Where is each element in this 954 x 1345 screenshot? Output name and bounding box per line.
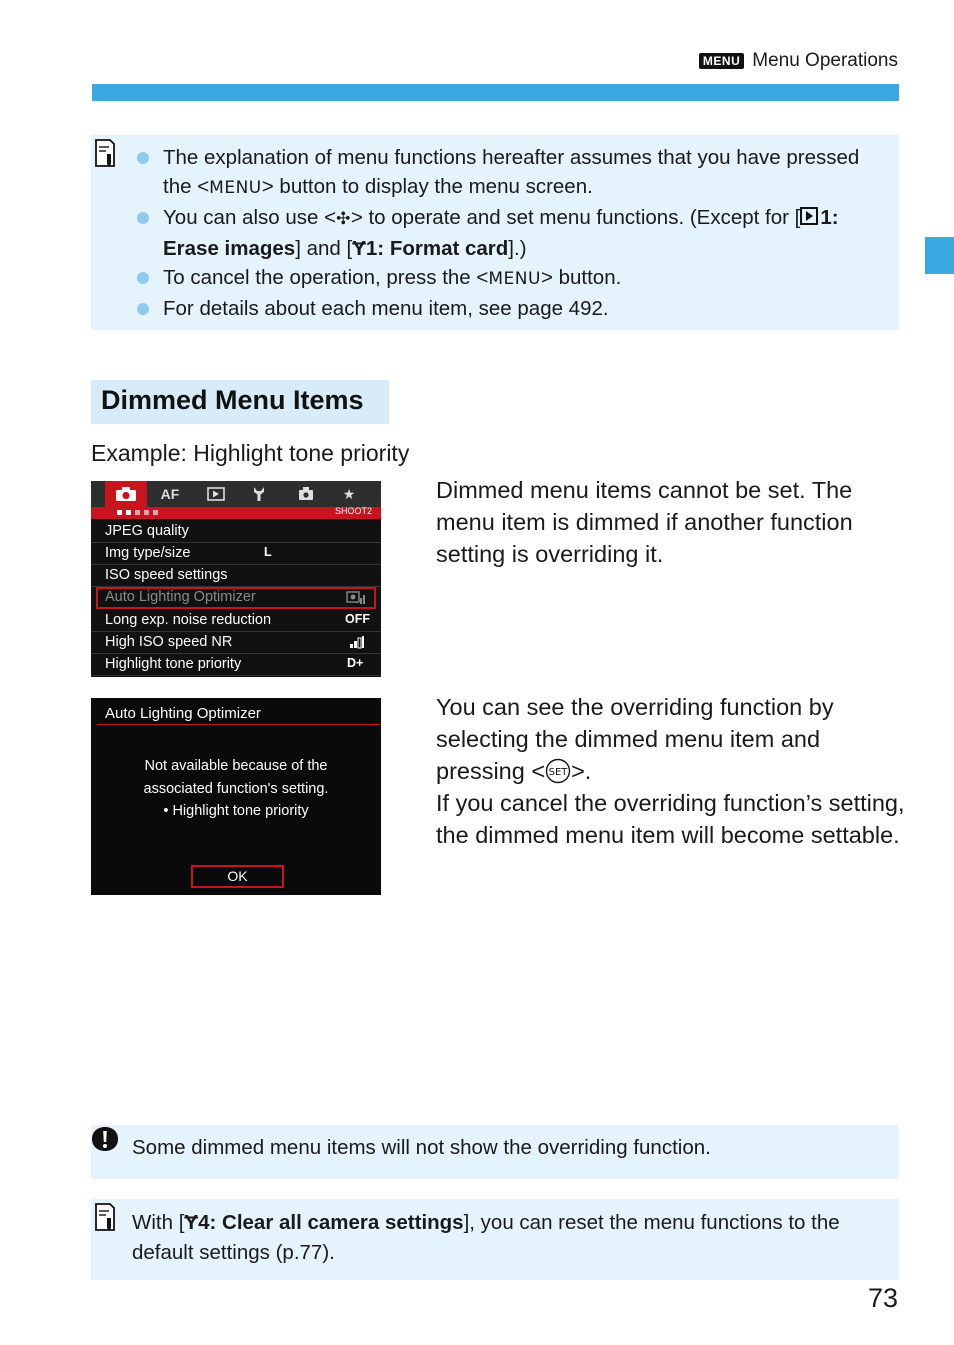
- bullet-icon: [137, 152, 149, 164]
- memo-icon: [94, 1202, 116, 1232]
- dialog-ok-button: OK: [191, 865, 284, 888]
- caution-text: Some dimmed menu items will not show the overriding function.: [132, 1136, 711, 1159]
- menu-tab-bar: [91, 481, 381, 507]
- caution-icon: [91, 1125, 119, 1155]
- playback-icon: [800, 207, 818, 225]
- camera-dialog-screen: [91, 698, 381, 895]
- chapter-tab: [925, 237, 954, 274]
- tab-af: AF: [160, 486, 180, 502]
- tab-setup: [245, 481, 273, 507]
- page-indicator-icon: [135, 510, 140, 515]
- dialog-message: Not available because of the associated function's setting. • Highlight tone priority: [143, 758, 329, 819]
- header-rule: [92, 84, 899, 101]
- set-button-icon: [545, 758, 571, 784]
- menu-row-alo-dimmed: Auto Lighting Optimizer: [96, 587, 376, 609]
- svg-text:SET: SET: [548, 767, 568, 778]
- dialog-divider: [97, 724, 381, 725]
- wrench-icon: [252, 486, 266, 502]
- example-label: Example: Highlight tone priority: [91, 440, 410, 466]
- menu-button-icon: MENU: [488, 269, 541, 289]
- paragraph-dimmed: Dimmed menu items cannot be set. The menu item is dimmed if another function setting is overriding it.: [436, 477, 853, 567]
- paragraph-overriding: You can see the overriding function by selecting the dimmed menu item and pressing < SET >. If you cancel the overriding function’s setting, the dimmed menu item will become settable.: [436, 694, 905, 848]
- note-bottom-text: With [Ɏ4: Clear all camera settings], you can reset the menu functions to the default settings (p.77).: [132, 1211, 840, 1264]
- menu-row-iso: ISO speed settings: [91, 565, 381, 587]
- note-box-bottom: [91, 1199, 899, 1280]
- alo-icon: [346, 591, 366, 605]
- note-box-top: [91, 135, 899, 330]
- list-item: You can also use <✣> to operate and set menu functions. (Except for [ 1: Erase images] and [Ɏ1: Format card].): [135, 203, 875, 263]
- bullet-icon: [137, 303, 149, 315]
- menu-button-icon: MENU: [209, 178, 262, 198]
- menu-page-label: SHOOT2: [334, 506, 372, 516]
- tab-my-menu: ★: [342, 485, 356, 502]
- page-indicator-icon: [117, 510, 122, 515]
- menu-badge-icon: MENU: [699, 53, 744, 69]
- menu-row-img-type: Img type/size L: [91, 543, 381, 565]
- camera-menu-screen: [91, 481, 381, 677]
- page-indicator-icon: [153, 510, 158, 515]
- custom-icon: [297, 486, 315, 502]
- camera-icon: [115, 486, 137, 502]
- note-list: [135, 143, 875, 323]
- page-indicator-icon: [144, 510, 149, 515]
- list-item: The explanation of menu functions hereafter assumes that you have pressed the <MENU> button to display the menu screen.: [135, 143, 875, 203]
- bullet-icon: [137, 272, 149, 284]
- multi-controller-icon: ✣: [336, 209, 351, 229]
- wrench-icon: Ɏ: [184, 1211, 199, 1234]
- menu-row-highlight-tone: Highlight tone priority D+: [91, 654, 381, 676]
- list-item: To cancel the operation, press the <MENU> button.: [135, 263, 875, 294]
- nr-level-icon: [349, 635, 365, 649]
- tab-shooting: [105, 481, 147, 507]
- dialog-title: Auto Lighting Optimizer: [105, 705, 261, 722]
- page-number: 73: [867, 1283, 898, 1313]
- tab-playback: [201, 481, 231, 507]
- menu-row-long-exp-nr: Long exp. noise reduction OFF: [91, 610, 381, 632]
- menu-row-high-iso-nr: High ISO speed NR: [91, 632, 381, 654]
- bullet-icon: [137, 212, 149, 224]
- page-header: [699, 50, 898, 72]
- wrench-icon: Ɏ: [352, 237, 366, 260]
- caution-box: [91, 1125, 899, 1179]
- list-item: For details about each menu item, see page 492.: [135, 294, 875, 323]
- section-heading: Dimmed Menu Items: [91, 380, 389, 424]
- menu-page-bar: [91, 507, 381, 519]
- playback-icon: [207, 487, 225, 501]
- page-indicator-icon: [126, 510, 131, 515]
- header-title: Menu Operations: [752, 50, 898, 71]
- tab-custom: [291, 481, 321, 507]
- menu-row-jpeg-quality: JPEG quality: [91, 521, 381, 543]
- memo-icon: [94, 138, 116, 168]
